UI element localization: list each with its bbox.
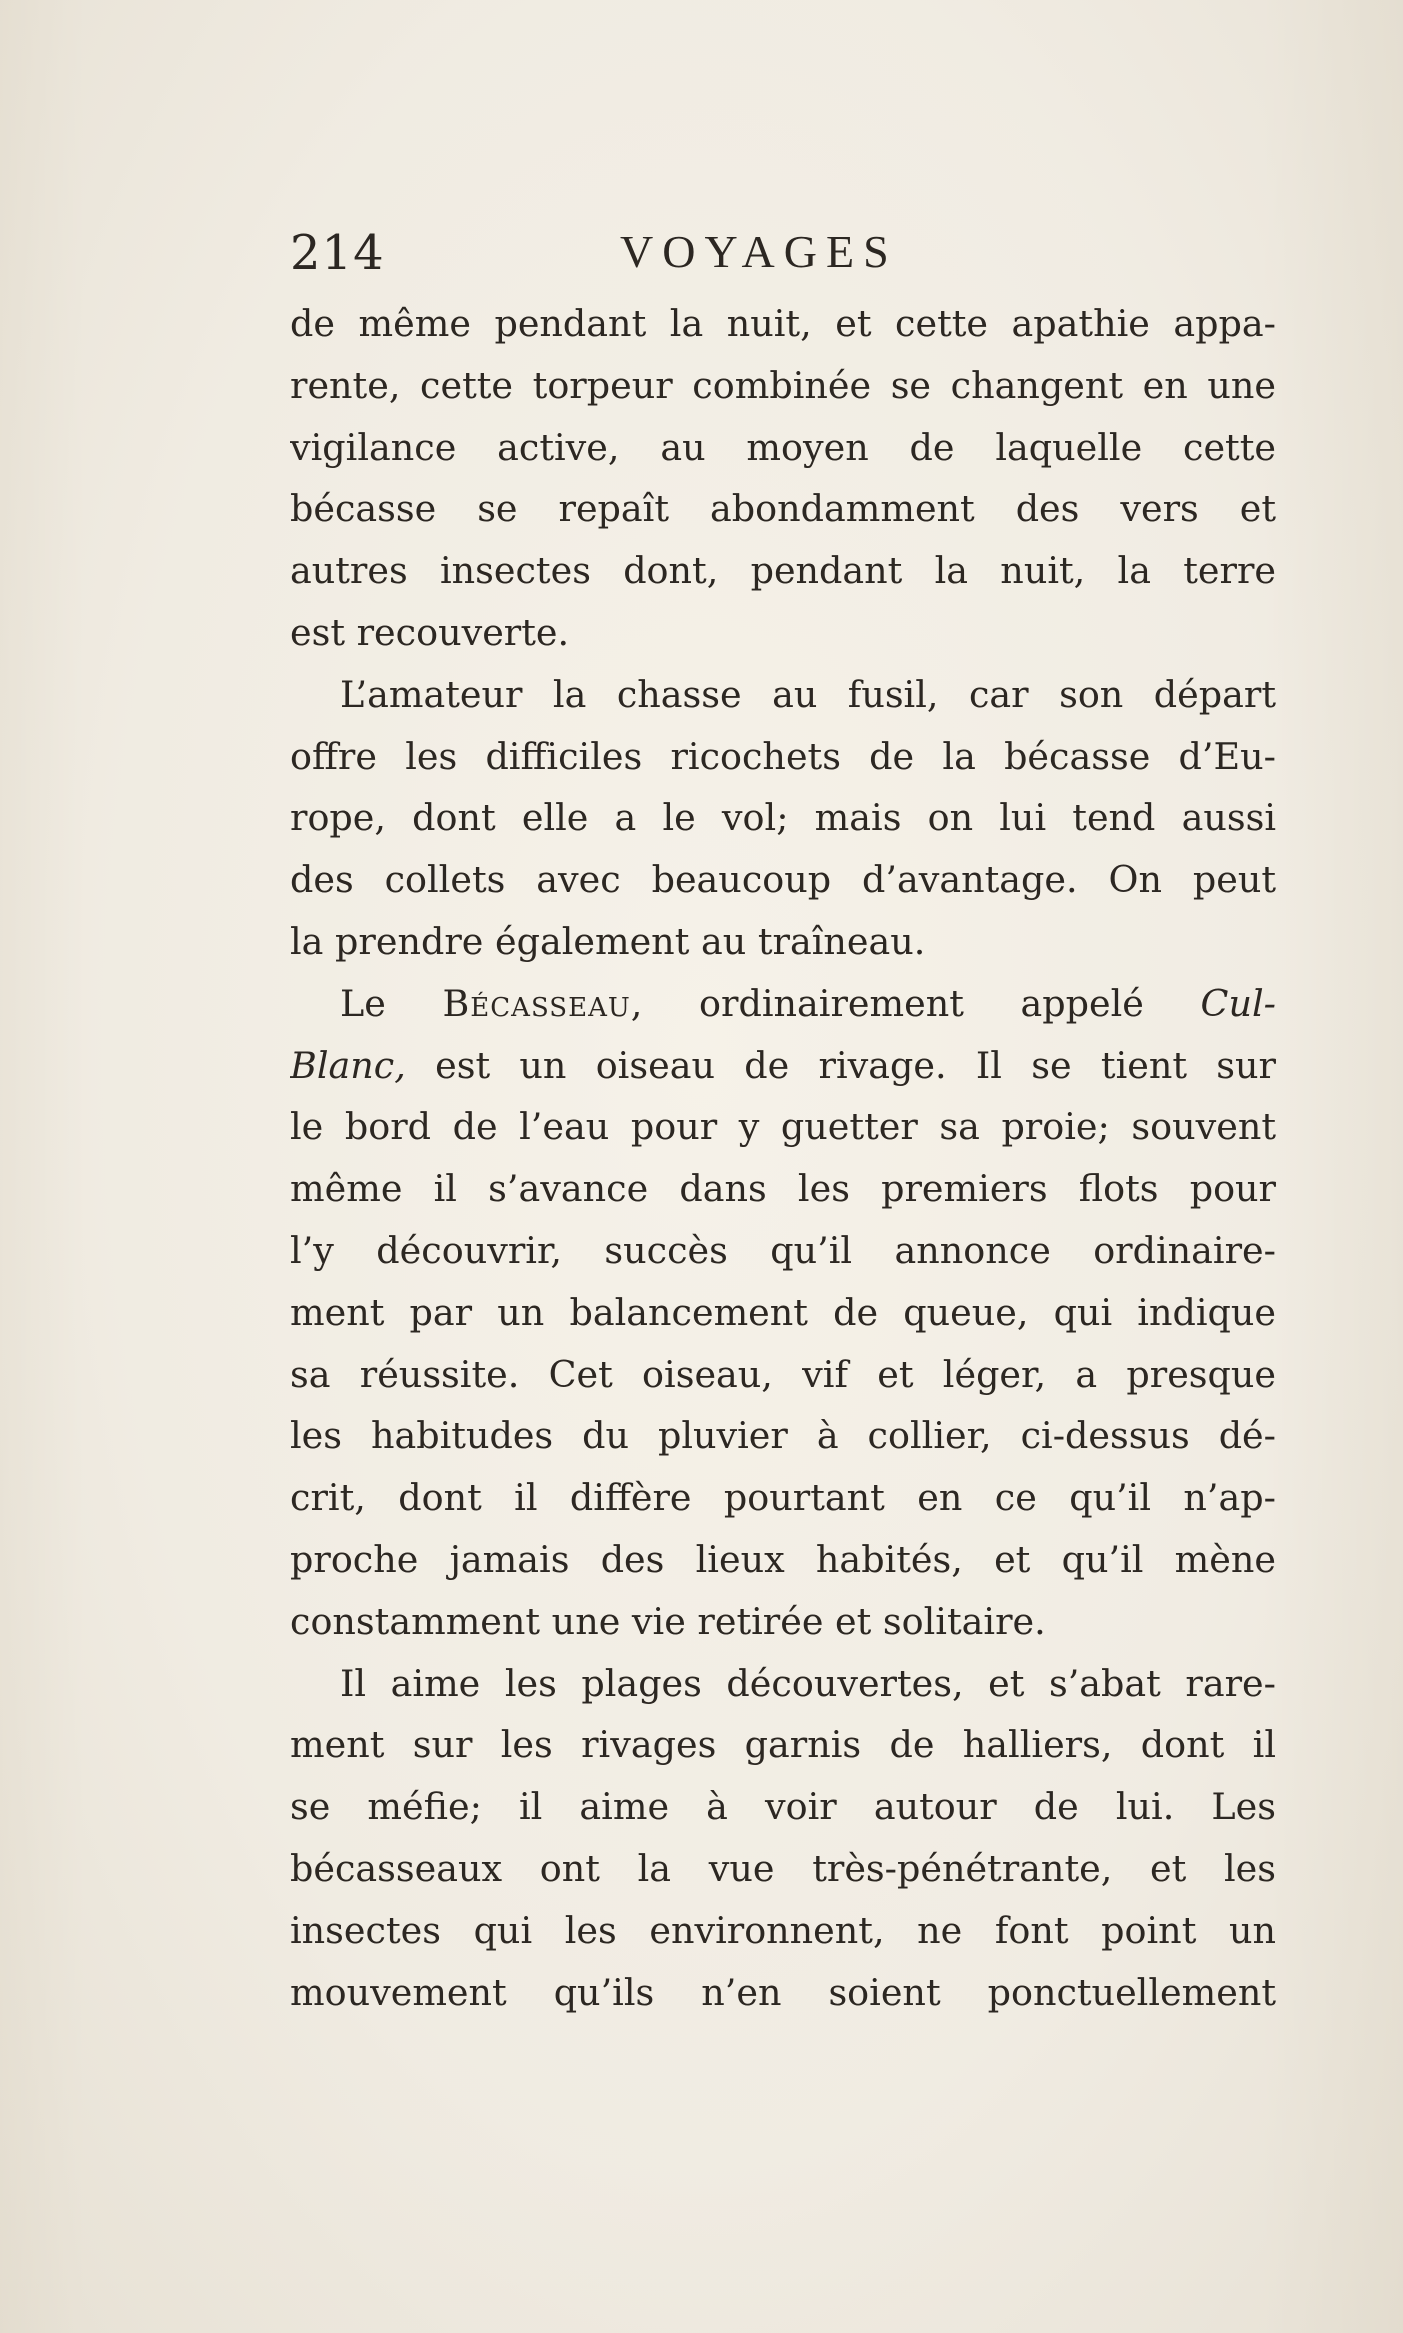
paragraph-4 [290, 1653, 1276, 2024]
text-line: bécasse se repaît abondamment des vers et [290, 487, 1276, 531]
text-line: rope, dont elle a le vol; mais on lui tend aussi [290, 796, 1276, 840]
text-run: , ordinairement appelé [630, 981, 1201, 1025]
text-line: constamment une vie retirée et solitaire. [290, 1599, 1046, 1643]
text-line-with-species-name [290, 973, 1276, 1035]
text-line: l’y découvrir, succès qu’il annonce ordinaire- [290, 1228, 1276, 1272]
text-line: proche jamais des lieux habités, et qu’il mène [290, 1537, 1276, 1581]
text-line: est recouverte. [290, 610, 570, 654]
running-title: VOYAGES [620, 226, 898, 277]
text-block [290, 225, 1276, 2023]
text-run: Le [340, 981, 443, 1025]
paragraph-2 [290, 664, 1276, 973]
text-line: mouvement qu’ils n’en soient ponctuellement [290, 1970, 1276, 2014]
text-line: bécasseaux ont la vue très-pénétrante, et les [290, 1846, 1276, 1890]
text-line: ment par un balancement de queue, qui indique [290, 1290, 1276, 1334]
text-run: est un oiseau de rivage. Il se tient sur [405, 1043, 1276, 1087]
text-line: ment sur les rivages garnis de halliers, dont il [290, 1723, 1276, 1767]
text-line: crit, dont il diffère pourtant en ce qu’il n’ap- [290, 1476, 1276, 1520]
text-line: sa réussite. Cet oiseau, vif et léger, a presque [290, 1352, 1276, 1396]
text-line: se méfie; il aime à voir autour de lui. Les [290, 1785, 1276, 1829]
page-number: 214 [290, 225, 385, 281]
paragraph-1 [290, 293, 1276, 664]
text-line: des collets avec beaucoup d’avantage. On peut [290, 858, 1276, 902]
text-line-with-common-name [290, 1035, 1276, 1097]
text-line: rente, cette torpeur combinée se changent en une [290, 363, 1276, 407]
running-head [290, 225, 1276, 293]
text-line: de même pendant la nuit, et cette apathie appa- [290, 302, 1276, 345]
text-line: autres insectes dont, pendant la nuit, la terre [290, 549, 1276, 593]
text-line: la prendre également au traîneau. [290, 919, 926, 963]
text-line: les habitudes du pluvier à collier, ci-dessus dé- [290, 1414, 1276, 1458]
text-line: L’amateur la chasse au fusil, car son départ [340, 672, 1276, 716]
text-line: insectes qui les environnent, ne font point un [290, 1908, 1276, 1952]
text-line: vigilance active, au moyen de laquelle cette [290, 425, 1276, 469]
paragraph-3 [290, 973, 1276, 1653]
species-name-smallcaps: Bécasseau [442, 981, 631, 1025]
common-name-italic: Blanc, [290, 1043, 406, 1087]
text-line: le bord de l’eau pour y guetter sa proie; souvent [290, 1105, 1276, 1149]
text-line: offre les difficiles ricochets de la bécasse d’Eu- [290, 734, 1276, 778]
text-line: même il s’avance dans les premiers flots pour [290, 1167, 1276, 1211]
common-name-italic: Cul- [1200, 981, 1276, 1025]
text-line: Il aime les plages découvertes, et s’abat rare- [340, 1661, 1276, 1705]
